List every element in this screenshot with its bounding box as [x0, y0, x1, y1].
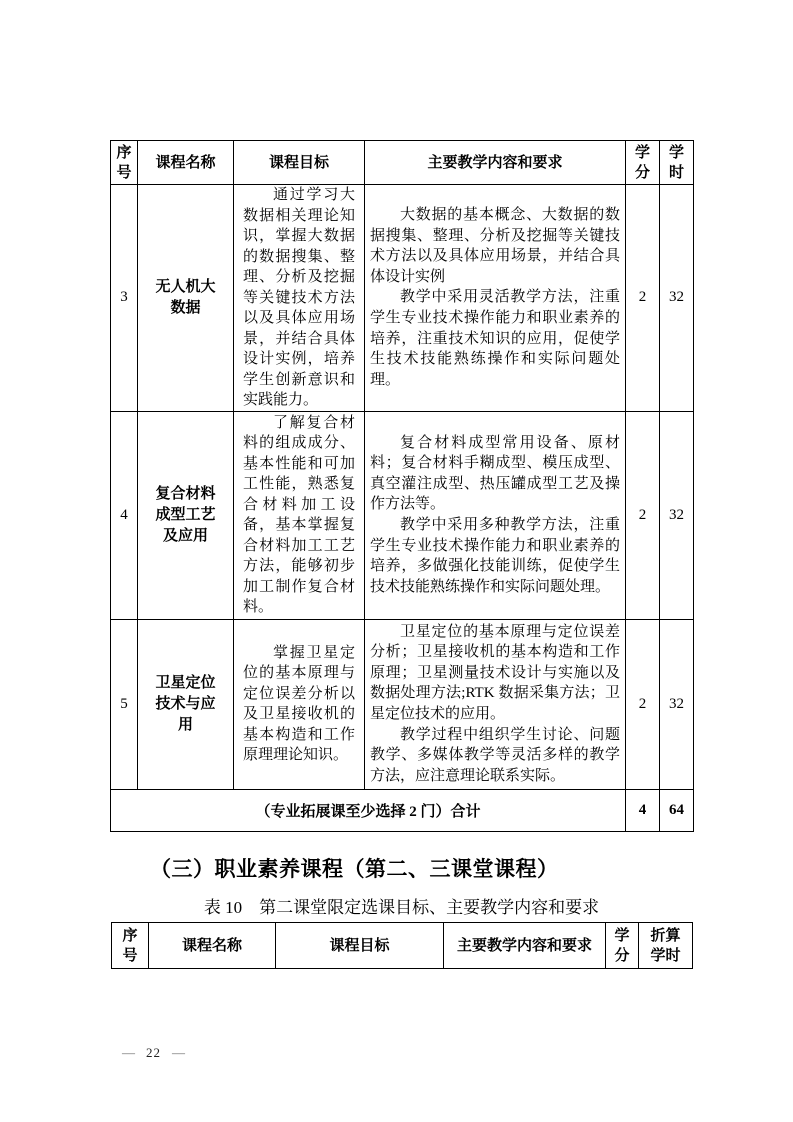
row-number-cell: 3 [111, 185, 138, 412]
page-number: 22 [146, 1045, 161, 1060]
page-footer [122, 1045, 185, 1061]
row-number-cell: 4 [111, 411, 138, 619]
second-table-header-row [112, 923, 693, 969]
teaching-content-paragraph-1: 卫星定位的基本原理与定位误差分析；卫星接收机的基本构造和工作原理；卫星测量技术设计与实施以及数据处理方法;RTK 数据采集方法；卫星定位技术的应用。 [370, 623, 620, 722]
table-caption: 表 10 第二课堂限定选课目标、主要教学内容和要求 [203, 898, 600, 917]
course-goal-cell [234, 411, 365, 619]
hours-cell: 32 [660, 411, 694, 619]
header-converted-hours: 折算学时 [639, 923, 693, 969]
summary-credits-cell: 4 [626, 789, 660, 831]
row-number-cell: 5 [111, 619, 138, 789]
header-teaching-content: 主要教学内容和要求 [444, 923, 606, 969]
course-name-cell: 无人机大数据 [138, 185, 234, 412]
teaching-content-paragraph-2: 教学中采用多种教学方法，注重学生专业技术操作能力和职业素养的培养，多做强化技能训练，促使学生技术技能熟练操作和实际问题处理。 [370, 517, 620, 595]
footer-dash-right: — [172, 1045, 185, 1060]
header-course-goal: 课程目标 [276, 923, 444, 969]
header-number: 序号 [111, 141, 138, 185]
table-row-course-5 [111, 619, 694, 789]
teaching-content-paragraph-2: 教学中采用灵活教学方法，注重学生专业技术操作能力和职业素养的培养，注重技术知识的应用，促使学生技术技能熟练操作和实际问题处理。 [370, 289, 620, 388]
course-table [110, 140, 694, 832]
course-goal-cell [234, 619, 365, 789]
summary-hours-cell: 64 [660, 789, 694, 831]
footer-dash-left: — [122, 1045, 135, 1060]
course-goal-cell [234, 185, 365, 412]
teaching-content-paragraph-2: 教学过程中组织学生讨论、问题教学、多媒体教学等灵活多样的教学方法，应注意理论联系实际。 [370, 726, 620, 784]
summary-row [111, 789, 694, 831]
header-course-goal: 课程目标 [234, 141, 365, 185]
credits-cell: 2 [626, 619, 660, 789]
hours-cell: 32 [660, 619, 694, 789]
header-course-name: 课程名称 [138, 141, 234, 185]
table-row-course-4 [111, 411, 694, 619]
course-goal-text: 了解复合材料的组成成分、基本性能和可加工性能，熟悉复合材料加工设备，基本掌握复合材料加工工艺方法，能够初步加工制作复合材料。 [243, 414, 355, 615]
teaching-content-paragraph-1: 复合材料成型常用设备、原材料；复合材料手糊成型、模压成型、真空灌注成型、热压罐成型工艺及操作方法等。 [370, 434, 620, 513]
course-name-cell: 复合材料成型工艺及应用 [138, 411, 234, 619]
header-credits: 学分 [626, 141, 660, 185]
course-name-cell: 卫星定位技术与应用 [138, 619, 234, 789]
course-goal-text: 掌握卫星定位的基本原理与定位误差分析以及卫星接收机的基本构造和工作原理理论知识。 [243, 644, 355, 763]
credits-cell: 2 [626, 185, 660, 412]
course-table-header-row [111, 141, 694, 185]
second-classroom-table [111, 922, 693, 969]
header-teaching-content: 主要教学内容和要求 [365, 141, 626, 185]
hours-cell: 32 [660, 185, 694, 412]
header-course-name: 课程名称 [149, 923, 276, 969]
table-row-course-3 [111, 185, 694, 412]
credits-cell: 2 [626, 411, 660, 619]
course-goal-text: 通过学习大数据相关理论知识，掌握大数据的数据搜集、整理、分析及挖掘等关键技术方法以及具体应用场景，并结合具体设计实例，培养学生创新意识和实践能力。 [243, 187, 355, 408]
header-credits: 学分 [606, 923, 639, 969]
teaching-content-cell [365, 411, 626, 619]
header-hours: 学时 [660, 141, 694, 185]
teaching-content-paragraph-1: 大数据的基本概念、大数据的数据搜集、整理、分析及挖掘等关键技术方法以及具体应用场景，并结合具体设计实例 [370, 207, 620, 285]
teaching-content-cell [365, 185, 626, 412]
teaching-content-cell [365, 619, 626, 789]
header-number: 序号 [112, 923, 149, 969]
section-heading: （三）职业素养课程（第二、三课堂课程） [150, 857, 559, 881]
summary-label-cell: （专业拓展课至少选择 2 门）合计 [111, 789, 626, 831]
